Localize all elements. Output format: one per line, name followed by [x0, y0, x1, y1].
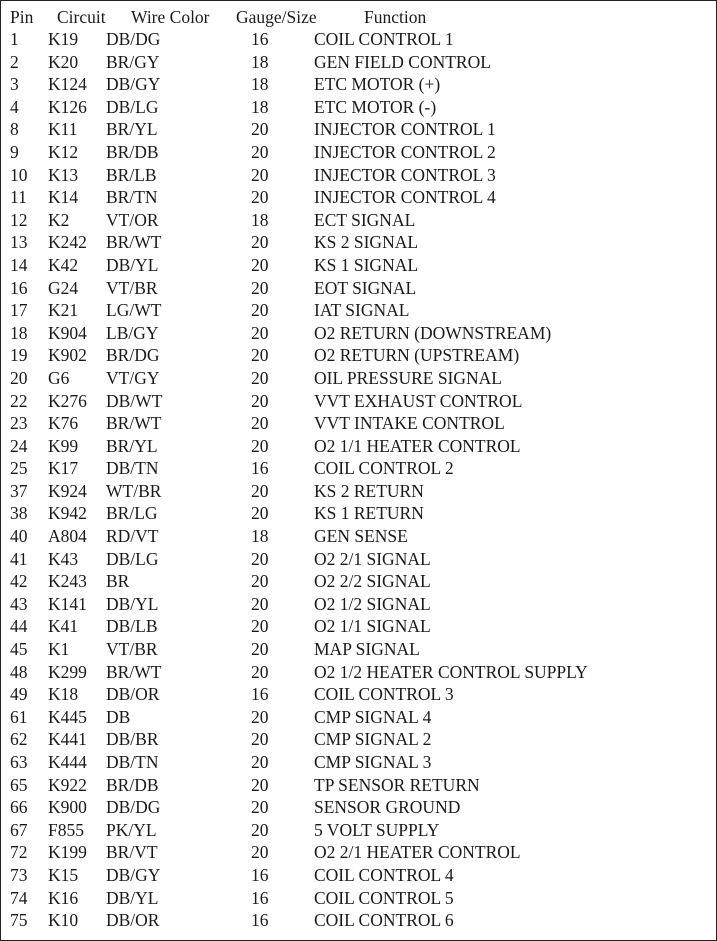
circuit-cell: K276	[48, 390, 87, 411]
wire-color-cell: BR/WT	[106, 661, 162, 682]
function-cell: O2 2/1 HEATER CONTROL	[314, 842, 521, 863]
wire-color-cell: RD/VT	[106, 526, 159, 547]
wire-color-cell: DB/LB	[106, 616, 158, 637]
circuit-cell: K19	[48, 29, 79, 49]
pin-cell: 2	[10, 51, 19, 72]
function-cell: COIL CONTROL 5	[314, 887, 454, 908]
table-row	[0, 412, 715, 435]
table-row	[0, 231, 715, 254]
circuit-cell: K13	[48, 164, 79, 185]
table-row	[0, 706, 715, 729]
pin-cell: 14	[10, 254, 28, 275]
function-cell: EOT SIGNAL	[314, 277, 417, 298]
table-row	[0, 186, 715, 209]
gauge-cell: 20	[251, 797, 269, 818]
wire-color-cell: VT/BR	[106, 639, 158, 660]
pin-cell: 18	[10, 322, 28, 343]
gauge-cell: 16	[251, 29, 269, 49]
pin-cell: 49	[10, 684, 28, 705]
circuit-cell: K18	[48, 684, 79, 705]
gauge-cell: 20	[251, 842, 269, 863]
pin-cell: 1	[10, 29, 19, 49]
table-row	[0, 141, 715, 164]
table-row	[0, 525, 715, 548]
gauge-cell: 18	[251, 209, 269, 230]
function-cell: O2 2/2 SIGNAL	[314, 571, 431, 592]
wire-color-cell: BR/LG	[106, 503, 158, 524]
wire-color-cell: VT/BR	[106, 277, 158, 298]
circuit-cell: K11	[48, 119, 78, 140]
gauge-cell: 20	[251, 141, 269, 162]
pin-cell: 43	[10, 593, 28, 614]
function-cell: CMP SIGNAL 3	[314, 752, 432, 772]
table-row	[0, 570, 715, 593]
circuit-cell: K299	[48, 661, 87, 682]
table-row	[0, 593, 715, 616]
circuit-cell: F855	[48, 819, 84, 840]
header-gauge-size: Gauge/Size	[236, 7, 317, 27]
gauge-cell: 20	[251, 661, 269, 682]
gauge-cell: 20	[251, 119, 269, 140]
wire-color-cell: BR/YL	[106, 435, 158, 456]
circuit-cell: K20	[48, 51, 79, 72]
wire-color-cell: DB/BR	[106, 729, 159, 750]
gauge-cell: 18	[251, 96, 269, 117]
circuit-cell: K2	[48, 209, 70, 230]
wire-color-cell: DB/TN	[106, 752, 159, 772]
wire-color-cell: BR/WT	[106, 413, 162, 434]
circuit-cell: G6	[48, 367, 70, 388]
wire-color-cell: BR/GY	[106, 51, 160, 72]
table-row	[0, 118, 715, 141]
circuit-cell: K904	[48, 322, 87, 343]
pin-cell: 4	[10, 96, 19, 117]
pin-cell: 48	[10, 661, 28, 682]
pin-cell: 42	[10, 571, 28, 592]
function-cell: ETC MOTOR (-)	[314, 96, 437, 117]
pin-cell: 13	[10, 232, 28, 253]
table-row	[0, 751, 715, 774]
wire-color-cell: BR/TN	[106, 187, 158, 208]
table-row	[0, 661, 715, 684]
gauge-cell: 20	[251, 706, 269, 727]
wire-color-cell: DB/LG	[106, 548, 159, 569]
function-cell: KS 1 SIGNAL	[314, 254, 419, 275]
function-cell: O2 1/1 SIGNAL	[314, 616, 431, 637]
gauge-cell: 20	[251, 277, 269, 298]
table-row	[0, 638, 715, 661]
circuit-cell: K41	[48, 616, 79, 637]
function-cell: COIL CONTROL 4	[314, 864, 454, 885]
gauge-cell: 20	[251, 187, 269, 208]
function-cell: SENSOR GROUND	[314, 797, 461, 818]
table-row	[0, 502, 715, 525]
circuit-cell: K902	[48, 345, 87, 366]
circuit-cell: K243	[48, 571, 87, 592]
function-cell: O2 RETURN (UPSTREAM)	[314, 345, 520, 366]
circuit-cell: K445	[48, 706, 87, 727]
gauge-cell: 20	[251, 503, 269, 524]
function-cell: CMP SIGNAL 4	[314, 706, 432, 727]
gauge-cell: 20	[251, 232, 269, 253]
gauge-cell: 20	[251, 345, 269, 366]
pin-cell: 9	[10, 141, 19, 162]
circuit-cell: K141	[48, 593, 87, 614]
gauge-cell: 20	[251, 639, 269, 660]
circuit-cell: A804	[48, 526, 87, 547]
function-cell: COIL CONTROL 1	[314, 29, 454, 49]
function-cell: O2 1/2 HEATER CONTROL SUPPLY	[314, 661, 588, 682]
pin-cell: 73	[10, 864, 28, 885]
circuit-cell: K16	[48, 887, 79, 908]
function-cell: KS 2 RETURN	[314, 480, 424, 501]
table-row	[0, 909, 715, 932]
circuit-cell: K900	[48, 797, 87, 818]
gauge-cell: 18	[251, 51, 269, 72]
function-cell: OIL PRESSURE SIGNAL	[314, 367, 502, 388]
pin-cell: 66	[10, 797, 28, 818]
circuit-cell: K924	[48, 480, 87, 501]
pin-cell: 65	[10, 774, 28, 795]
pin-cell: 38	[10, 503, 28, 524]
pin-cell: 74	[10, 887, 28, 908]
table-row	[0, 164, 715, 187]
function-cell: GEN FIELD CONTROL	[314, 51, 491, 72]
gauge-cell: 20	[251, 390, 269, 411]
gauge-cell: 16	[251, 458, 269, 479]
header-circuit: Circuit	[57, 7, 106, 27]
table-header-row	[0, 0, 715, 28]
table-row	[0, 548, 715, 571]
table-row	[0, 615, 715, 638]
gauge-cell: 20	[251, 300, 269, 321]
table-row	[0, 254, 715, 277]
circuit-cell: K99	[48, 435, 79, 456]
pin-cell: 40	[10, 526, 28, 547]
function-cell: INJECTOR CONTROL 3	[314, 164, 496, 185]
gauge-cell: 20	[251, 774, 269, 795]
wire-color-cell: BR/DB	[106, 141, 159, 162]
circuit-cell: K42	[48, 254, 79, 275]
function-cell: COIL CONTROL 6	[314, 910, 454, 931]
gauge-cell: 20	[251, 435, 269, 456]
table-row	[0, 209, 715, 232]
pin-cell: 72	[10, 842, 28, 863]
table-row	[0, 887, 715, 910]
wire-color-cell: DB/GY	[106, 74, 161, 95]
gauge-cell: 16	[251, 684, 269, 705]
pin-cell: 3	[10, 74, 19, 95]
wire-color-cell: DB/YL	[106, 254, 159, 275]
pin-cell: 20	[10, 367, 28, 388]
circuit-cell: K1	[48, 639, 70, 660]
function-cell: KS 1 RETURN	[314, 503, 424, 524]
function-cell: ETC MOTOR (+)	[314, 74, 441, 95]
circuit-cell: K17	[48, 458, 79, 479]
wire-color-cell: DB/OR	[106, 684, 160, 705]
function-cell: COIL CONTROL 2	[314, 458, 454, 479]
table-row	[0, 435, 715, 458]
wire-color-cell: DB/LG	[106, 96, 159, 117]
table-row	[0, 344, 715, 367]
table-row	[0, 683, 715, 706]
gauge-cell: 20	[251, 367, 269, 388]
function-cell: COIL CONTROL 3	[314, 684, 454, 705]
function-cell: VVT EXHAUST CONTROL	[314, 390, 523, 411]
pin-cell: 11	[10, 187, 27, 208]
circuit-cell: K21	[48, 300, 79, 321]
pin-cell: 17	[10, 300, 28, 321]
wire-color-cell: DB/OR	[106, 910, 160, 931]
wire-color-cell: BR/DB	[106, 774, 159, 795]
circuit-cell: G24	[48, 277, 79, 298]
table-row	[0, 819, 715, 842]
pin-cell: 63	[10, 752, 28, 772]
pin-cell: 19	[10, 345, 28, 366]
wire-color-cell: DB	[106, 706, 131, 727]
table-row	[0, 96, 715, 119]
table-row	[0, 480, 715, 503]
gauge-cell: 18	[251, 526, 269, 547]
circuit-cell: K15	[48, 864, 79, 885]
pin-cell: 12	[10, 209, 28, 230]
function-cell: GEN SENSE	[314, 526, 408, 547]
header-function: Function	[364, 7, 427, 27]
function-cell: O2 RETURN (DOWNSTREAM)	[314, 322, 552, 343]
function-cell: CMP SIGNAL 2	[314, 729, 432, 750]
gauge-cell: 20	[251, 480, 269, 501]
wire-color-cell: BR	[106, 571, 130, 592]
wire-color-cell: LG/WT	[106, 300, 162, 321]
pin-cell: 10	[10, 164, 28, 185]
wire-color-cell: BR/DG	[106, 345, 160, 366]
pin-cell: 22	[10, 390, 28, 411]
table-row	[0, 457, 715, 480]
wire-color-cell: VT/GY	[106, 367, 160, 388]
table-row	[0, 51, 715, 74]
gauge-cell: 16	[251, 864, 269, 885]
gauge-cell: 20	[251, 548, 269, 569]
function-cell: INJECTOR CONTROL 2	[314, 141, 496, 162]
function-cell: ECT SIGNAL	[314, 209, 416, 230]
header-wire-color: Wire Color	[131, 7, 210, 27]
wire-color-cell: BR/LB	[106, 164, 157, 185]
pin-cell: 75	[10, 910, 28, 931]
table-row	[0, 390, 715, 413]
wire-color-cell: DB/DG	[106, 29, 161, 49]
function-cell: IAT SIGNAL	[314, 300, 410, 321]
circuit-cell: K10	[48, 910, 79, 931]
table-body	[0, 28, 715, 932]
circuit-cell: K242	[48, 232, 87, 253]
circuit-cell: K14	[48, 187, 79, 208]
wire-color-cell: BR/WT	[106, 232, 162, 253]
table-row	[0, 841, 715, 864]
table-row	[0, 299, 715, 322]
pin-cell: 67	[10, 819, 28, 840]
gauge-cell: 20	[251, 819, 269, 840]
function-cell: MAP SIGNAL	[314, 639, 420, 660]
gauge-cell: 20	[251, 322, 269, 343]
circuit-cell: K124	[48, 74, 87, 95]
pin-cell: 44	[10, 616, 28, 637]
pin-cell: 41	[10, 548, 28, 569]
table-row	[0, 73, 715, 96]
pin-cell: 62	[10, 729, 28, 750]
gauge-cell: 20	[251, 413, 269, 434]
gauge-cell: 16	[251, 887, 269, 908]
function-cell: INJECTOR CONTROL 1	[314, 119, 496, 140]
wire-color-cell: DB/GY	[106, 864, 161, 885]
gauge-cell: 20	[251, 616, 269, 637]
function-cell: VVT INTAKE CONTROL	[314, 413, 505, 434]
gauge-cell: 20	[251, 571, 269, 592]
gauge-cell: 16	[251, 910, 269, 931]
gauge-cell: 20	[251, 752, 269, 772]
gauge-cell: 20	[251, 254, 269, 275]
pin-cell: 61	[10, 706, 28, 727]
function-cell: O2 1/1 HEATER CONTROL	[314, 435, 521, 456]
pin-cell: 8	[10, 119, 19, 140]
wire-color-cell: DB/DG	[106, 797, 161, 818]
circuit-cell: K76	[48, 413, 79, 434]
gauge-cell: 20	[251, 729, 269, 750]
wire-color-cell: PK/YL	[106, 819, 157, 840]
table-row	[0, 774, 715, 797]
pin-cell: 16	[10, 277, 28, 298]
function-cell: INJECTOR CONTROL 4	[314, 187, 496, 208]
gauge-cell: 18	[251, 74, 269, 95]
table-row	[0, 277, 715, 300]
wire-color-cell: WT/BR	[106, 480, 162, 501]
wire-color-cell: DB/YL	[106, 593, 159, 614]
table-row	[0, 796, 715, 819]
circuit-cell: K126	[48, 96, 87, 117]
function-cell: O2 1/2 SIGNAL	[314, 593, 431, 614]
circuit-cell: K942	[48, 503, 87, 524]
function-cell: KS 2 SIGNAL	[314, 232, 419, 253]
table-row	[0, 728, 715, 751]
function-cell: TP SENSOR RETURN	[314, 774, 480, 795]
function-cell: O2 2/1 SIGNAL	[314, 548, 431, 569]
pin-cell: 25	[10, 458, 28, 479]
gauge-cell: 20	[251, 593, 269, 614]
header-pin: Pin	[10, 7, 34, 27]
circuit-cell: K43	[48, 548, 79, 569]
wire-color-cell: BR/VT	[106, 842, 158, 863]
table-row	[0, 864, 715, 887]
pin-cell: 37	[10, 480, 28, 501]
circuit-cell: K12	[48, 141, 79, 162]
circuit-cell: K922	[48, 774, 87, 795]
gauge-cell: 20	[251, 164, 269, 185]
pin-cell: 45	[10, 639, 28, 660]
circuit-cell: K199	[48, 842, 87, 863]
wire-color-cell: DB/YL	[106, 887, 159, 908]
table-row	[0, 367, 715, 390]
wire-color-cell: DB/TN	[106, 458, 159, 479]
table-row	[0, 28, 715, 51]
circuit-cell: K441	[48, 729, 87, 750]
pin-cell: 24	[10, 435, 28, 456]
function-cell: 5 VOLT SUPPLY	[314, 819, 440, 840]
wire-color-cell: VT/OR	[106, 209, 159, 230]
circuit-cell: K444	[48, 752, 87, 772]
wire-color-cell: DB/WT	[106, 390, 163, 411]
wire-color-cell: LB/GY	[106, 322, 159, 343]
wire-color-cell: BR/YL	[106, 119, 158, 140]
table-row	[0, 322, 715, 345]
pin-cell: 23	[10, 413, 28, 434]
